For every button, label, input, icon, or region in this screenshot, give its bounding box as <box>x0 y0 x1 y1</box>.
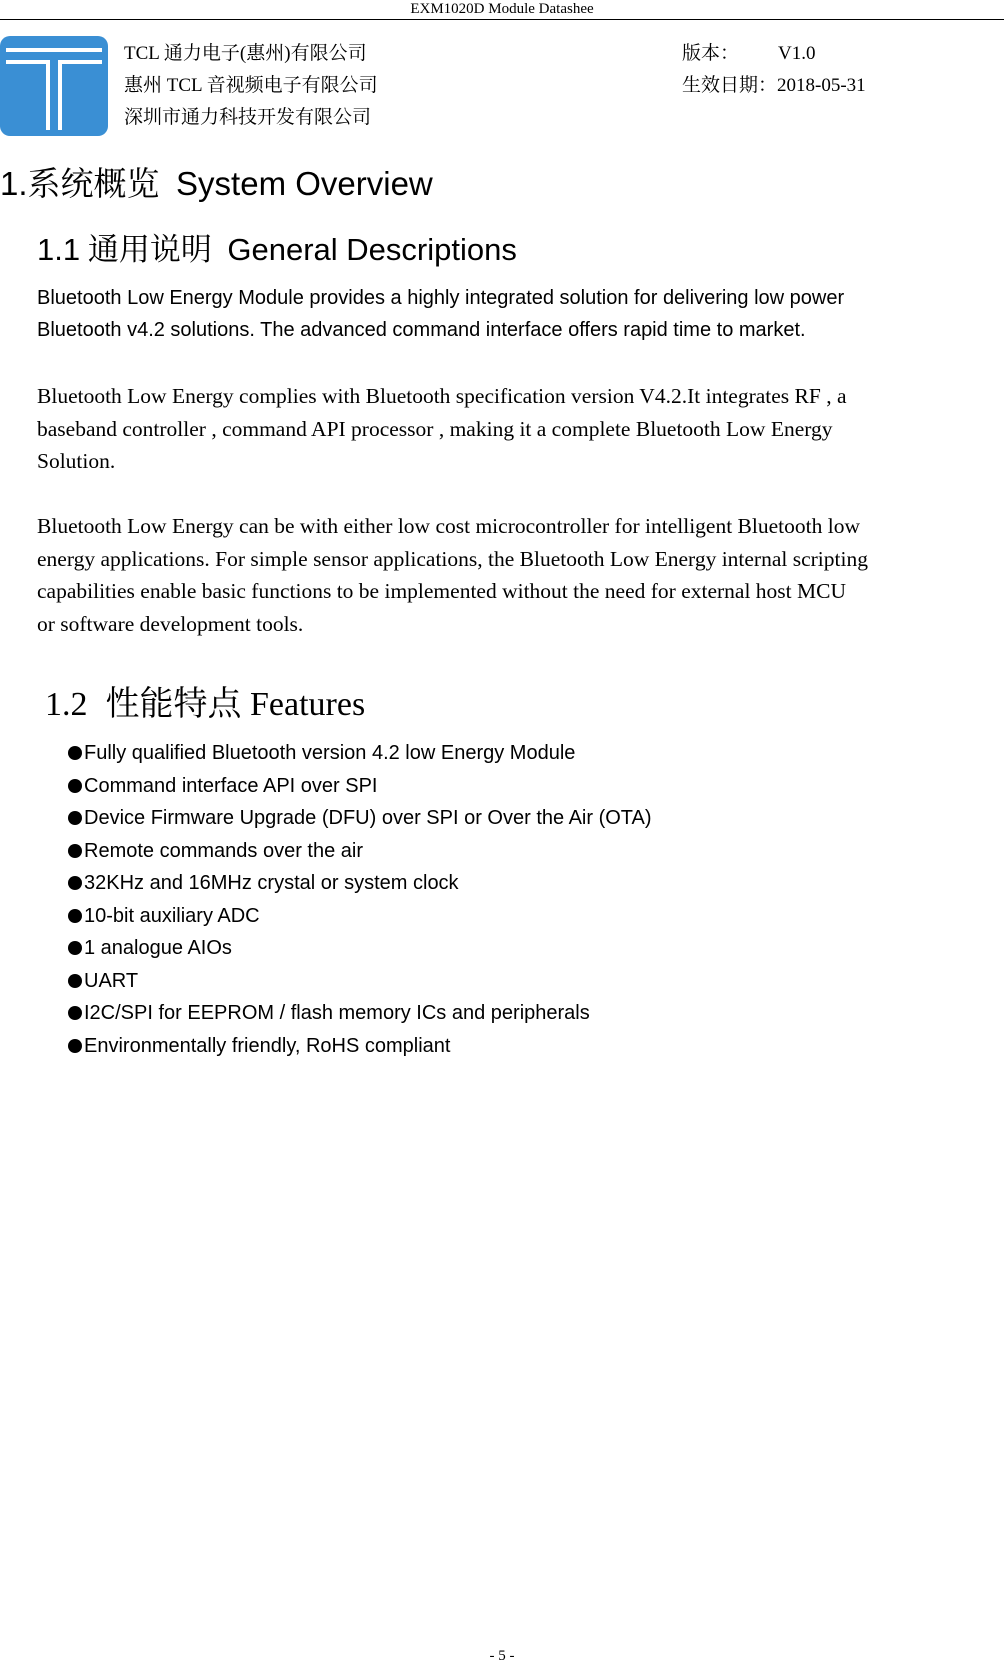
running-header: EXM1020D Module Datashee <box>410 1 594 17</box>
list-item <box>68 737 652 770</box>
feature-text: Environmentally friendly, RoHS compliant <box>84 1034 451 1057</box>
section-1-title-en: System Overview <box>176 165 433 202</box>
feature-text: Device Firmware Upgrade (DFU) over SPI or Over the Air (OTA) <box>84 807 652 829</box>
feature-text: 32KHz and 16MHz crystal or system clock <box>84 872 459 894</box>
header-divider <box>0 19 1004 20</box>
section-1-1-heading <box>37 228 517 272</box>
feature-text: Command interface API over SPI <box>84 774 378 797</box>
section-1-title-cn: 系统概览 <box>27 167 160 203</box>
section-1-2-title-cn: 性能特点 <box>105 686 242 723</box>
feature-text: Remote commands over the air <box>84 839 364 862</box>
company-name-1: TCL 通力电子(惠州)有限公司 <box>124 43 367 64</box>
applications-paragraph <box>37 510 1003 640</box>
list-item <box>68 770 652 803</box>
paragraph-line: Bluetooth v4.2 solutions. The advanced command interface offers rapid time to market. <box>37 319 806 341</box>
section-1-1-title-cn: 通用说明 <box>87 232 212 267</box>
intro-paragraph <box>37 282 997 346</box>
feature-text: 1 analogue AIOs <box>84 937 232 959</box>
effective-date-row <box>682 70 866 102</box>
bullet-icon <box>68 1039 82 1053</box>
version-row <box>682 38 866 70</box>
paragraph-line: Solution. <box>37 449 116 473</box>
list-item <box>68 900 652 933</box>
version-block <box>682 38 866 102</box>
compliance-paragraph <box>37 380 1003 478</box>
version-label: 版本： <box>682 43 740 64</box>
bullet-icon <box>68 746 82 760</box>
bullet-icon <box>68 974 82 988</box>
paragraph-line: Bluetooth Low Energy complies with Bluetooth specification version V4.2.It integrates RF , a <box>37 384 847 408</box>
section-1-2-title-en: Features <box>250 686 366 723</box>
company-name-3: 深圳市通力科技开发有限公司 <box>124 107 372 128</box>
feature-text: Fully qualified Bluetooth version 4.2 low Energy Module <box>84 742 576 764</box>
section-1-number: 1. <box>0 165 28 202</box>
section-1-1-title-en: General Descriptions <box>227 232 517 267</box>
version-value: V1.0 <box>778 43 816 64</box>
bullet-icon <box>68 876 82 890</box>
paragraph-line: Bluetooth Low Energy can be with either low cost microcontroller for intelligent Bluetooth low <box>37 514 860 538</box>
paragraph-line: baseband controller , command API processor , making it a complete Bluetooth Low Energy <box>37 416 833 441</box>
bullet-icon <box>68 844 82 858</box>
bullet-icon <box>68 1006 82 1020</box>
list-item <box>68 997 652 1030</box>
section-1-2-heading <box>45 682 365 728</box>
company-name-2: 惠州 TCL 音视频电子有限公司 <box>124 75 378 96</box>
bullet-icon <box>68 941 82 955</box>
list-item <box>68 932 652 965</box>
list-item <box>68 965 652 998</box>
company-names <box>124 38 378 134</box>
tcl-logo-icon <box>0 36 108 136</box>
effective-date-value: 2018-05-31 <box>777 75 866 96</box>
list-item <box>68 835 652 868</box>
list-item <box>68 867 652 900</box>
paragraph-line: Bluetooth Low Energy Module provides a highly integrated solution for delivering low power <box>37 287 845 309</box>
section-1-1-number: 1.1 <box>37 232 81 267</box>
section-1-heading <box>0 162 433 207</box>
paragraph-line: energy applications. For simple sensor applications, the Bluetooth Low Energy internal scripting <box>37 546 868 571</box>
feature-text: UART <box>84 969 139 992</box>
page-number: - 5 - <box>489 1648 515 1664</box>
bullet-icon <box>68 779 82 793</box>
list-item <box>68 1030 652 1063</box>
section-1-2-number: 1.2 <box>45 686 88 723</box>
effective-date-label: 生效日期： <box>682 75 778 96</box>
list-item <box>68 802 652 835</box>
bullet-icon <box>68 909 82 923</box>
bullet-icon <box>68 811 82 825</box>
paragraph-line: or software development tools. <box>37 611 304 636</box>
features-list <box>68 737 652 1062</box>
paragraph-line: capabilities enable basic functions to be implemented without the need for external host MCU <box>37 579 847 603</box>
feature-text: I2C/SPI for EEPROM / flash memory ICs and peripherals <box>84 1002 590 1024</box>
feature-text: 10-bit auxiliary ADC <box>84 904 260 927</box>
